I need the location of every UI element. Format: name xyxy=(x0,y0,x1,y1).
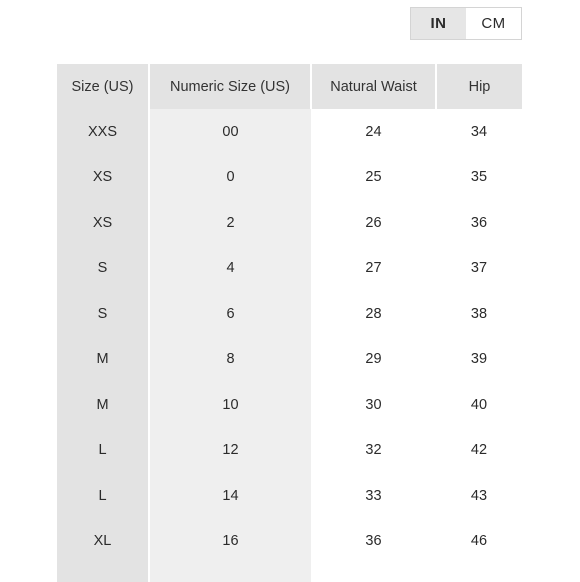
numeric-size-cell: 10 xyxy=(149,382,311,428)
table-row xyxy=(57,428,522,474)
table-row xyxy=(57,337,522,383)
numeric-size-cell: 6 xyxy=(149,291,311,337)
table-header-row xyxy=(57,64,522,109)
size-cell: XS xyxy=(57,155,149,201)
hip-cell: 40 xyxy=(436,382,522,428)
size-cell: XS xyxy=(57,200,149,246)
table-row xyxy=(57,382,522,428)
hip-cell: 46 xyxy=(436,519,522,565)
numeric-size-cell: 14 xyxy=(149,473,311,519)
numeric-size-cell: 8 xyxy=(149,337,311,383)
hip-cell: 39 xyxy=(436,337,522,383)
waist-cell: 26 xyxy=(311,200,436,246)
table-row xyxy=(57,473,522,519)
size-cell: S xyxy=(57,246,149,292)
hip-cell: 35 xyxy=(436,155,522,201)
header-size-us: Size (US) xyxy=(57,64,149,109)
size-cell: M xyxy=(57,337,149,383)
numeric-size-cell: 2 xyxy=(149,200,311,246)
size-cell: L xyxy=(57,473,149,519)
table-bottom-spacer xyxy=(57,564,522,582)
header-hip: Hip xyxy=(436,64,522,109)
unit-toggle xyxy=(410,7,522,40)
hip-cell: 42 xyxy=(436,428,522,474)
table-row xyxy=(57,246,522,292)
table-row xyxy=(57,109,522,155)
numeric-size-cell: 00 xyxy=(149,109,311,155)
waist-cell: 25 xyxy=(311,155,436,201)
numeric-size-cell: 0 xyxy=(149,155,311,201)
size-chart-table xyxy=(57,64,522,582)
unit-in-button[interactable]: IN xyxy=(411,8,466,39)
table-row xyxy=(57,155,522,201)
hip-cell: 43 xyxy=(436,473,522,519)
waist-cell: 36 xyxy=(311,519,436,565)
waist-cell: 28 xyxy=(311,291,436,337)
header-numeric-size-us: Numeric Size (US) xyxy=(149,64,311,109)
hip-cell: 37 xyxy=(436,246,522,292)
hip-cell: 36 xyxy=(436,200,522,246)
hip-cell: 38 xyxy=(436,291,522,337)
numeric-size-cell: 4 xyxy=(149,246,311,292)
waist-cell: 27 xyxy=(311,246,436,292)
size-cell: XXS xyxy=(57,109,149,155)
size-cell: S xyxy=(57,291,149,337)
table-row xyxy=(57,200,522,246)
size-cell: L xyxy=(57,428,149,474)
numeric-size-cell: 16 xyxy=(149,519,311,565)
table-row xyxy=(57,291,522,337)
table-row xyxy=(57,519,522,565)
waist-cell: 30 xyxy=(311,382,436,428)
numeric-size-cell: 12 xyxy=(149,428,311,474)
hip-cell: 34 xyxy=(436,109,522,155)
waist-cell: 33 xyxy=(311,473,436,519)
size-cell: XL xyxy=(57,519,149,565)
size-cell: M xyxy=(57,382,149,428)
waist-cell: 32 xyxy=(311,428,436,474)
waist-cell: 29 xyxy=(311,337,436,383)
waist-cell: 24 xyxy=(311,109,436,155)
unit-cm-button[interactable]: CM xyxy=(466,8,521,39)
header-natural-waist: Natural Waist xyxy=(311,64,436,109)
